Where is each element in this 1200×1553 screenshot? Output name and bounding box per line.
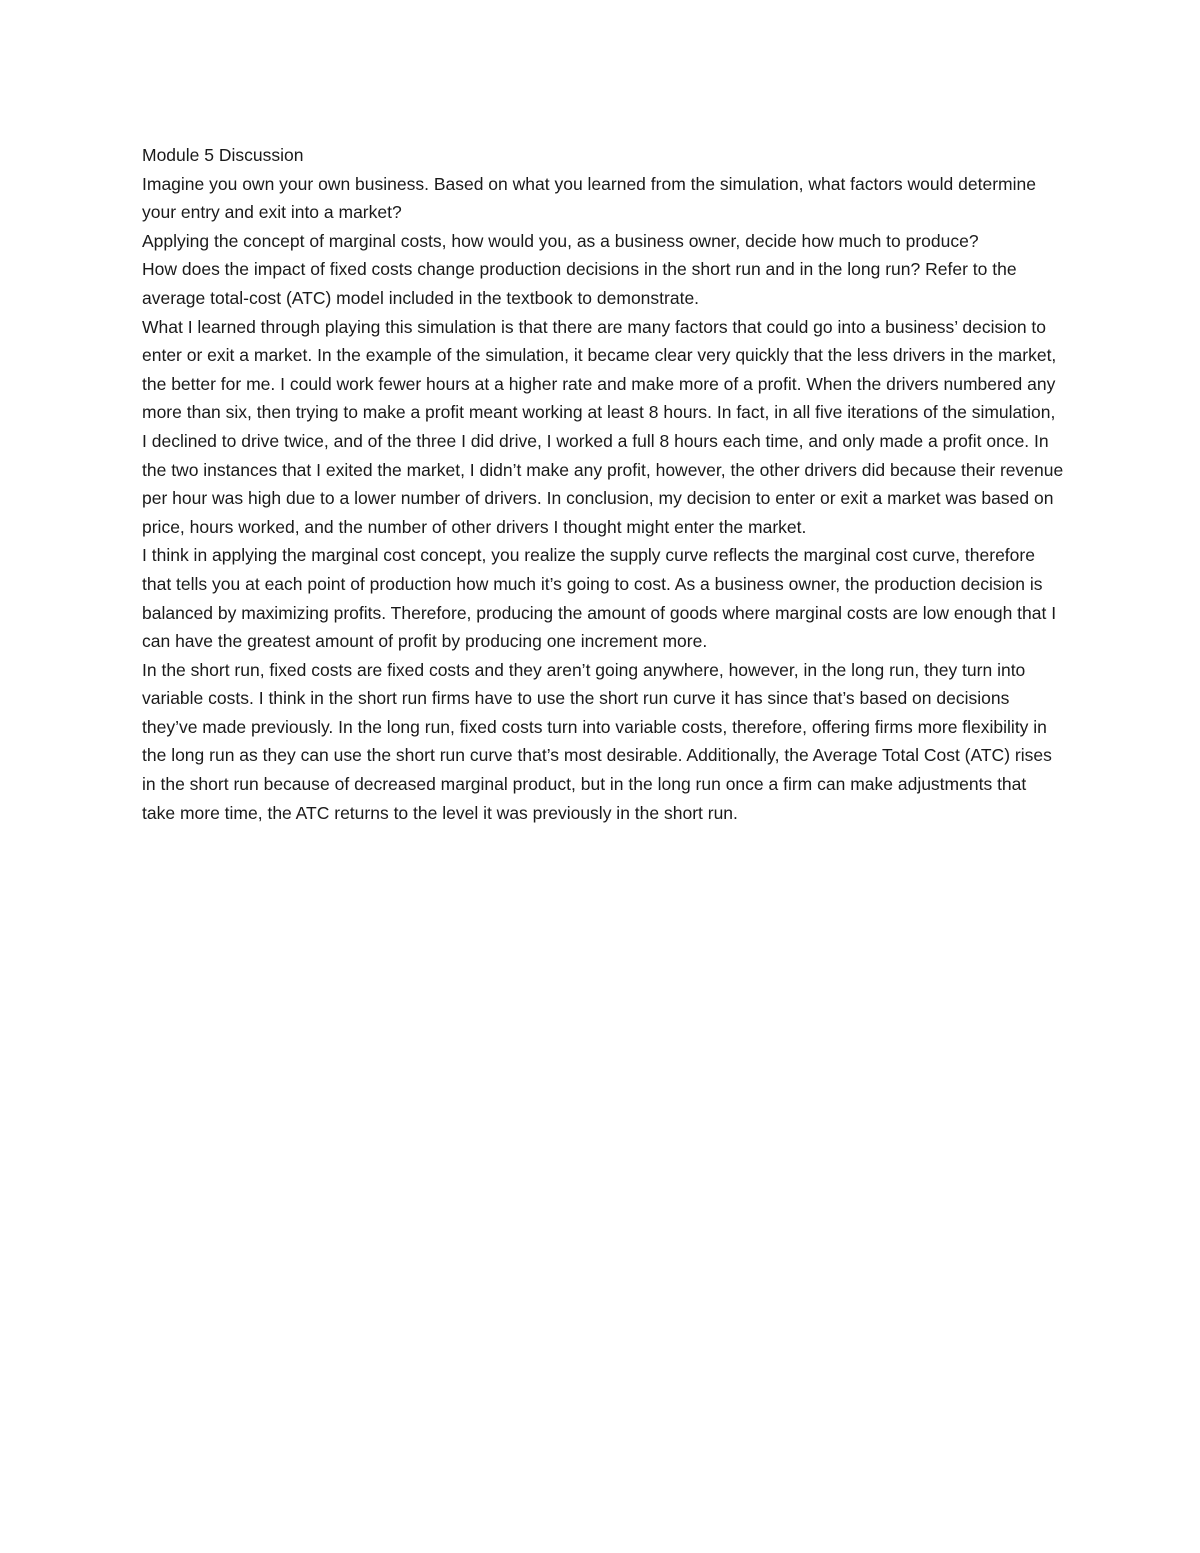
answer-marginal-costs: I think in applying the marginal cost concept, you realize the supply curve reflects the marginal cost curve, therefore that tells you at each point of production how much it’s going to cost. As a business owner, the production decision is balanced by maximizing profits. Therefore, producing the amount of goods where marginal costs are low enough that I can have the greatest amount of profit by producing one increment more.	[142, 545, 1057, 652]
question-marginal-costs: Applying the concept of marginal costs, how would you, as a business owner, decide how much to produce?	[142, 230, 979, 251]
question-fixed-costs: How does the impact of fixed costs change production decisions in the short run and in the long run? Refer to the average total-cost (ATC) model included in the textbook to demonstrate.	[142, 259, 1017, 308]
document-title: Module 5 Discussion	[142, 145, 304, 165]
question-entry-exit: Imagine you own your own business. Based on what you learned from the simulation, what factors would determine your entry and exit into a market?	[142, 173, 1036, 223]
document-body	[142, 141, 1064, 827]
answer-fixed-costs: In the short run, fixed costs are fixed costs and they aren’t going anywhere, however, in the long run, they turn into variable costs. I think in the short run firms have to use the short run curve it has since that’s based on decisions they’ve made previously. In the long run, fixed costs turn into variable costs, therefore, offering firms more flexibility in the long run as they can use the short run curve that’s most desirable. Additionally, the Average Total Cost (ATC) rises in the short run because of decreased marginal product, but in the long run once a firm can make adjustments that take more time, the ATC returns to the level it was previously in the short run.	[142, 659, 1052, 823]
answer-entry-exit: What I learned through playing this simulation is that there are many factors that could go into a business’ decision to enter or exit a market. In the example of the simulation, it became clear very quickly that the less drivers in the market, the better for me. I could work fewer hours at a higher rate and make more of a profit. When the drivers numbered any more than six, then trying to make a profit meant working at least 8 hours. In fact, in all five iterations of the simulation, I declined to drive twice, and of the three I did drive, I worked a full 8 hours each time, and only made a profit once. In the two instances that I exited the market, I didn’t make any profit, however, the other drivers did because their revenue per hour was high due to a lower number of drivers. In conclusion, my decision to enter or exit a market was based on price, hours worked, and the number of other drivers I thought might enter the market.	[142, 316, 1064, 537]
